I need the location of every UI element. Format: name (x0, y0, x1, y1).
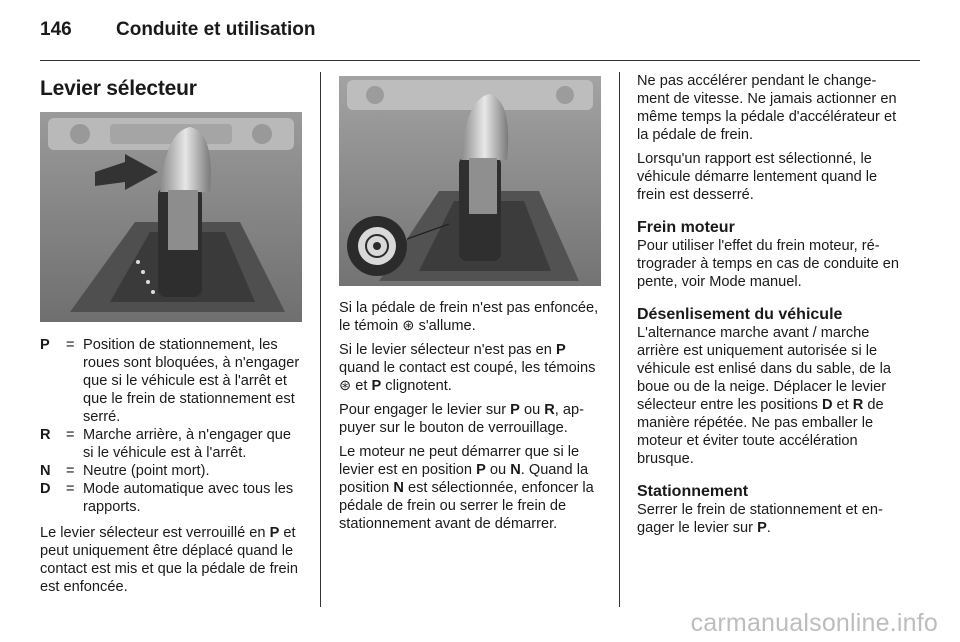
position-description: Position de stationnement, les roues sont bloquées, à n'engager que si le véhicule est à l'arrêt et que le frein de stationnement est serré. (83, 337, 300, 425)
lock-button-paragraph: Pour engager le levier sur P ou R, appuyer sur le bouton de verrouillage. (339, 402, 585, 436)
engine-brake-text: Pour utiliser l'effet du frein moteur, rétrograder à temps en cas de conduite en pente, voir Mode manuel. (637, 238, 900, 290)
engine-start-paragraph: Le moteur ne peut démarrer que si le levier est en position P ou N. Quand la position N est sélectionnée, enfoncer la pédale de frein ou serrer le frein de stationnement avant de démarrer. (339, 444, 594, 532)
brake-lamp-icon: ⊛ (339, 378, 352, 394)
page-header (40, 19, 316, 49)
position-item-n (40, 462, 302, 480)
position-key: R (40, 427, 51, 443)
subsection-title: Stationnement (637, 483, 749, 500)
position-separator: = (66, 337, 75, 353)
position-separator: = (66, 481, 75, 497)
position-description: Neutre (point mort). (83, 463, 210, 479)
unstuck-text: L'alternance marche avant / marche arrière est uniquement autorisée si le véhicule est enlisé dans du sable, de la boue ou de la neige. Déplacer le levier sélecteur entre les positions D et R de manière répétée. Ne pas emballer le moteur et éviter toute accélération brusque. (637, 325, 891, 467)
position-key: D (40, 481, 51, 497)
intro-paragraph-2: Lorsqu'un rapport est sélectionné, le véhicule démarre lentement quand le frein est desserré. (637, 151, 878, 203)
section-title: Levier sélecteur (40, 77, 197, 100)
brake-lamp-icon: ⊛ (402, 318, 415, 334)
column-divider (619, 72, 620, 607)
column-3 (637, 72, 903, 551)
page-number: 146 (40, 19, 72, 40)
lock-paragraph: Le levier sélecteur est verrouillé en P et peut uniquement être déplacé quand le contact est mis et que la pédale de frein est enfoncée. (40, 525, 298, 595)
watermark: carmanualsonline.info (690, 609, 938, 637)
engine-brake-section (637, 218, 903, 291)
gear-selector-arrow-photo (40, 112, 302, 322)
brake-warning-paragraph: Si la pédale de frein n'est pas enfoncée, le témoin ⊛ s'allume. (339, 300, 599, 334)
position-item-d (40, 480, 302, 516)
subsection-title: Frein moteur (637, 219, 735, 236)
gear-selector-lock-photo (339, 76, 601, 286)
column-1 (40, 72, 302, 602)
column-2 (339, 72, 601, 539)
position-key: P (40, 337, 50, 353)
flashing-paragraph: Si le levier sélecteur n'est pas en P quand le contact est coupé, les témoins ⊛ et P clignotent. (339, 342, 596, 394)
position-list (40, 336, 302, 516)
header-divider (40, 60, 920, 61)
position-separator: = (66, 427, 75, 443)
position-description: Mode automatique avec tous les rapports. (83, 481, 294, 515)
intro-paragraph: Ne pas accélérer pendant le changement de vitesse. Ne jamais actionner en même temps la pédale d'accélérateur et la pédale de frein. (637, 73, 897, 143)
subsection-title: Désenlisement du véhicule (637, 306, 843, 323)
parking-text: Serrer le frein de stationnement et engager le levier sur P. (637, 502, 883, 536)
position-separator: = (66, 463, 75, 479)
parking-section (637, 482, 903, 537)
position-key: N (40, 463, 51, 479)
position-item-r (40, 426, 302, 462)
column-divider (320, 72, 321, 607)
position-item-p (40, 336, 302, 426)
chapter-title: Conduite et utilisation (116, 19, 316, 40)
position-description: Marche arrière, à n'engager que si le véhicule est à l'arrêt. (83, 427, 292, 461)
unstuck-section (637, 305, 903, 468)
